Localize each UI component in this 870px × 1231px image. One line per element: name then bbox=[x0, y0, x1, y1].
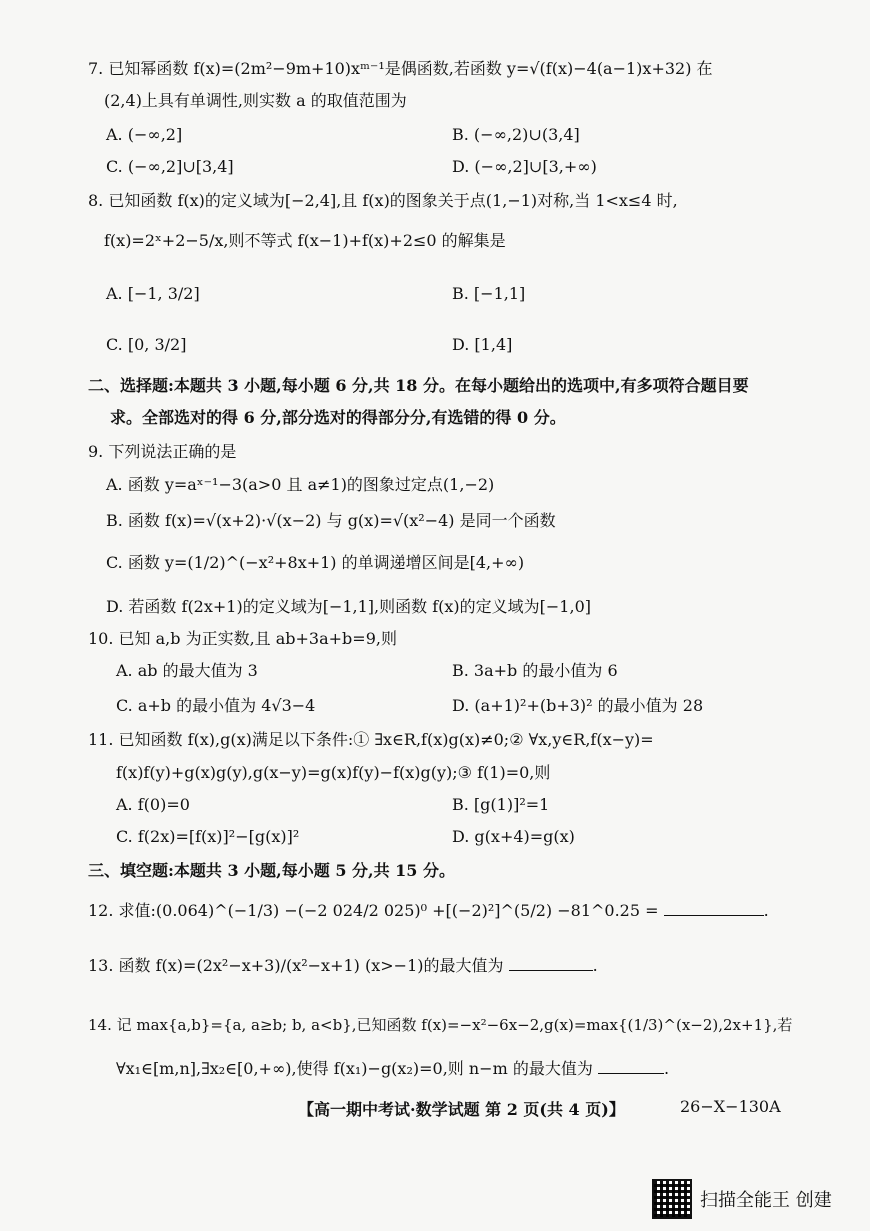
q12-text: 12. 求值:(0.064)^(−1/3) −(−2 024/2 025)⁰ +[(−2)²]^(5/2) −81^0.25 = bbox=[88, 901, 659, 920]
scanner-label: 扫描全能王 创建 bbox=[700, 1190, 832, 1211]
scanner-watermark bbox=[652, 1183, 832, 1215]
q12: 12. 求值:(0.064)^(−1/3) −(−2 024/2 025)⁰ +[(−2)²]^(5/2) −81^0.25 = . bbox=[88, 901, 769, 920]
q11-line1: 11. 已知函数 f(x),g(x)满足以下条件:① ∃x∈R,f(x)g(x)≠0;② ∀x,y∈R,f(x−y)= bbox=[88, 730, 654, 749]
q8-option-c: C. [0, 3/2] bbox=[106, 335, 187, 354]
q8-line2: f(x)=2ˣ+2−5/x,则不等式 f(x−1)+f(x)+2≤0 的解集是 bbox=[104, 231, 506, 250]
qr-code-icon bbox=[652, 1179, 692, 1219]
q11-option-b: B. [g(1)]²=1 bbox=[452, 795, 550, 814]
q14-answer-blank bbox=[598, 1059, 664, 1074]
q9-option-c: C. 函数 y=(1/2)^(−x²+8x+1) 的单调递增区间是[4,+∞) bbox=[106, 553, 525, 572]
q10-option-c: C. a+b 的最小值为 4√3−4 bbox=[116, 696, 316, 715]
q13-answer-blank bbox=[509, 956, 593, 971]
q8-option-a: A. [−1, 3/2] bbox=[106, 284, 200, 303]
q11-option-c: C. f(2x)=[f(x)]²−[g(x)]² bbox=[116, 827, 300, 846]
section2-heading-line1: 二、选择题:本题共 3 小题,每小题 6 分,共 18 分。在每小题给出的选项中,有多项符合题目要 bbox=[88, 376, 749, 395]
q12-answer-blank bbox=[664, 901, 764, 916]
q9-option-b: B. 函数 f(x)=√(x+2)·√(x−2) 与 g(x)=√(x²−4) 是同一个函数 bbox=[106, 511, 556, 530]
q9-option-d: D. 若函数 f(2x+1)的定义域为[−1,1],则函数 f(x)的定义域为[−1,0] bbox=[106, 597, 591, 616]
q14-text: ∀x₁∈[m,n],∃x₂∈[0,+∞),使得 f(x₁)−g(x₂)=0,则 n−m 的最大值为 bbox=[116, 1059, 593, 1078]
q10-option-b: B. 3a+b 的最小值为 6 bbox=[452, 661, 618, 680]
q7-line1: 7. 已知幂函数 f(x)=(2m²−9m+10)xᵐ⁻¹是偶函数,若函数 y=√(f(x)−4(a−1)x+32) 在 bbox=[88, 59, 713, 78]
q14-line1: 14. 记 max{a,b}={a, a≥b; b, a<b},已知函数 f(x)=−x²−6x−2,g(x)=max{(1/3)^(x−2),2x+1},若 bbox=[88, 1016, 793, 1034]
q11-option-d: D. g(x+4)=g(x) bbox=[452, 827, 575, 846]
q7-line2: (2,4)上具有单调性,则实数 a 的取值范围为 bbox=[104, 91, 407, 110]
section3-heading: 三、填空题:本题共 3 小题,每小题 5 分,共 15 分。 bbox=[88, 861, 456, 880]
q14-line2: ∀x₁∈[m,n],∃x₂∈[0,+∞),使得 f(x₁)−g(x₂)=0,则 n−m 的最大值为 . bbox=[116, 1059, 670, 1078]
q10-stem: 10. 已知 a,b 为正实数,且 ab+3a+b=9,则 bbox=[88, 629, 397, 648]
q9-stem: 9. 下列说法正确的是 bbox=[88, 442, 237, 461]
q9-option-a: A. 函数 y=aˣ⁻¹−3(a>0 且 a≠1)的图象过定点(1,−2) bbox=[106, 475, 495, 494]
q7-option-a: A. (−∞,2] bbox=[106, 125, 183, 144]
section2-heading-line2: 求。全部选对的得 6 分,部分选对的得部分分,有选错的得 0 分。 bbox=[110, 408, 566, 427]
q10-option-a: A. ab 的最大值为 3 bbox=[116, 661, 258, 680]
q11-line2: f(x)f(y)+g(x)g(y),g(x−y)=g(x)f(y)−f(x)g(y);③ f(1)=0,则 bbox=[116, 763, 551, 782]
q10-option-d: D. (a+1)²+(b+3)² 的最小值为 28 bbox=[452, 696, 704, 715]
q8-line1: 8. 已知函数 f(x)的定义域为[−2,4],且 f(x)的图象关于点(1,−1)对称,当 1<x≤4 时, bbox=[88, 191, 678, 210]
q7-option-d: D. (−∞,2]∪[3,+∞) bbox=[452, 157, 597, 176]
q8-option-d: D. [1,4] bbox=[452, 335, 513, 354]
footer-code: 26−X−130A bbox=[680, 1097, 781, 1116]
q13: 13. 函数 f(x)=(2x²−x+3)/(x²−x+1) (x>−1)的最大值为 . bbox=[88, 956, 598, 975]
q11-option-a: A. f(0)=0 bbox=[116, 795, 190, 814]
q7-option-c: C. (−∞,2]∪[3,4] bbox=[106, 157, 234, 176]
q8-option-b: B. [−1,1] bbox=[452, 284, 526, 303]
q7-option-b: B. (−∞,2)∪(3,4] bbox=[452, 125, 580, 144]
q13-text: 13. 函数 f(x)=(2x²−x+3)/(x²−x+1) (x>−1)的最大值为 bbox=[88, 956, 504, 975]
footer-title: 【高一期中考试·数学试题 第 2 页(共 4 页)】 bbox=[298, 1100, 625, 1119]
